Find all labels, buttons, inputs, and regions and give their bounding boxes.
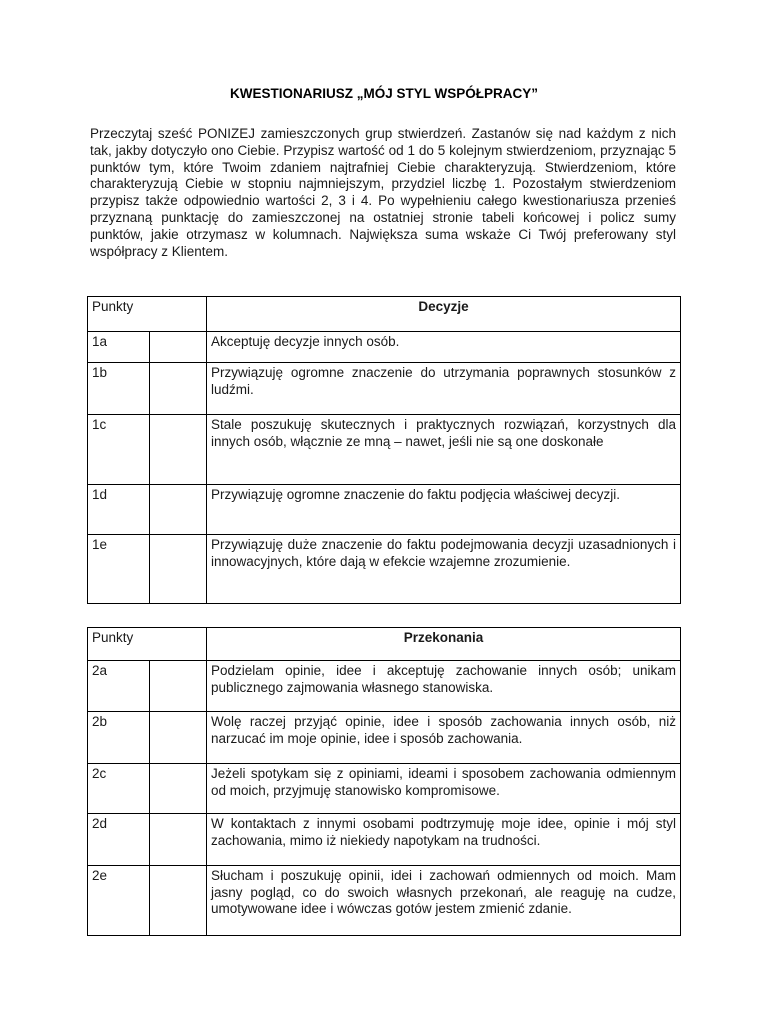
points-header: Punkty — [88, 628, 207, 661]
statement-text: Wolę raczej przyjąć opinie, idee i sposób zachowania innych osób, niż narzucać im moje opinie, idee i sposób zachowania. — [207, 712, 681, 764]
statement-text: Słucham i poszukuję opinii, idei i zachowań odmiennych od moich. Mam jasny pogląd, co do swoich własnych przekonań, ale reaguję na cudze, umotywowane idee i wówczas gotów jestem zmienić zdanie. — [207, 866, 681, 936]
points-header: Punkty — [88, 297, 207, 332]
statement-id: 2a — [88, 661, 150, 712]
table-row — [88, 535, 681, 604]
statement-text: W kontaktach z innymi osobami podtrzymuję moje idee, opinie i mój styl zachowania, mimo iż niekiedy napotykam na trudności. — [207, 814, 681, 866]
statement-text: Przywiązuję ogromne znaczenie do faktu podjęcia właściwej decyzji. — [207, 485, 681, 535]
table-row — [88, 415, 681, 485]
points-cell[interactable] — [150, 415, 207, 485]
table-row — [88, 332, 681, 363]
table-row — [88, 814, 681, 866]
statement-text: Przywiązuję ogromne znaczenie do utrzymania poprawnych stosunków z ludźmi. — [207, 363, 681, 415]
points-cell[interactable] — [150, 535, 207, 604]
statement-id: 1e — [88, 535, 150, 604]
table-row — [88, 712, 681, 764]
section-title: Przekonania — [207, 628, 681, 661]
table-row — [88, 866, 681, 936]
statement-id: 2d — [88, 814, 150, 866]
table-header-row — [88, 297, 681, 332]
statement-id: 1b — [88, 363, 150, 415]
table-header-row — [88, 628, 681, 661]
table-row — [88, 661, 681, 712]
points-cell[interactable] — [150, 485, 207, 535]
points-cell[interactable] — [150, 764, 207, 814]
section-title: Decyzje — [207, 297, 681, 332]
table-row — [88, 363, 681, 415]
table-row — [88, 485, 681, 535]
page-title: KWESTIONARIUSZ „MÓJ STYL WSPÓŁPRACY” — [229, 86, 538, 101]
intro-paragraph: Przeczytaj sześć PONIZEJ zamieszczonych grup stwierdzeń. Zastanów się nad każdym z nich tak, jakby dotyczyło ono Ciebie. Przypisz wartość od 1 do 5 kolejnym stwierdzeniom, przyznając 5 punktów tym, które Twoim zdaniem najtrafniej Ciebie charakteryzują. Stwierdzeniom, które charakteryzują Ciebie w stopniu najmniejszym, przydziel liczbę 1. Pozostałym stwierdzeniom przypisz także odpowiednio wartości 2, 3 i 4. Po wypełnieniu całego kwestionariusza przenieś przyznaną punktację do zamieszczonej na ostatniej stronie tabeli końcowej i policz sumy punktów, jakie otrzymasz w kolumnach. Największa suma wskaże Ci Twój preferowany styl współpracy z Klientem. — [90, 126, 676, 259]
statement-text: Przywiązuję duże znaczenie do faktu podejmowania decyzji uzasadnionych i innowacyjnych, które dają w efekcie wzajemne zrozumienie. — [207, 535, 681, 604]
points-cell[interactable] — [150, 814, 207, 866]
questionnaire-table-przekonania — [87, 627, 681, 936]
points-cell[interactable] — [150, 866, 207, 936]
points-cell[interactable] — [150, 363, 207, 415]
statement-text: Podzielam opinie, idee i akceptuję zachowanie innych osób; unikam publicznego zajmowania własnego stanowiska. — [207, 661, 681, 712]
statement-text: Jeżeli spotykam się z opiniami, ideami i sposobem zachowania odmiennym od moich, przyjmuję stanowisko kompromisowe. — [207, 764, 681, 814]
questionnaire-table-decyzje — [87, 296, 681, 604]
points-cell[interactable] — [150, 332, 207, 363]
statement-id: 1a — [88, 332, 150, 363]
statement-text: Stale poszukuję skutecznych i praktycznych rozwiązań, korzystnych dla innych osób, włącznie ze mną – nawet, jeśli nie są one doskonałe — [207, 415, 681, 485]
points-cell[interactable] — [150, 661, 207, 712]
statement-id: 2e — [88, 866, 150, 936]
statement-text: Akceptuję decyzje innych osób. — [207, 332, 681, 363]
statement-id: 1d — [88, 485, 150, 535]
statement-id: 1c — [88, 415, 150, 485]
statement-id: 2c — [88, 764, 150, 814]
table-row — [88, 764, 681, 814]
points-cell[interactable] — [150, 712, 207, 764]
statement-id: 2b — [88, 712, 150, 764]
